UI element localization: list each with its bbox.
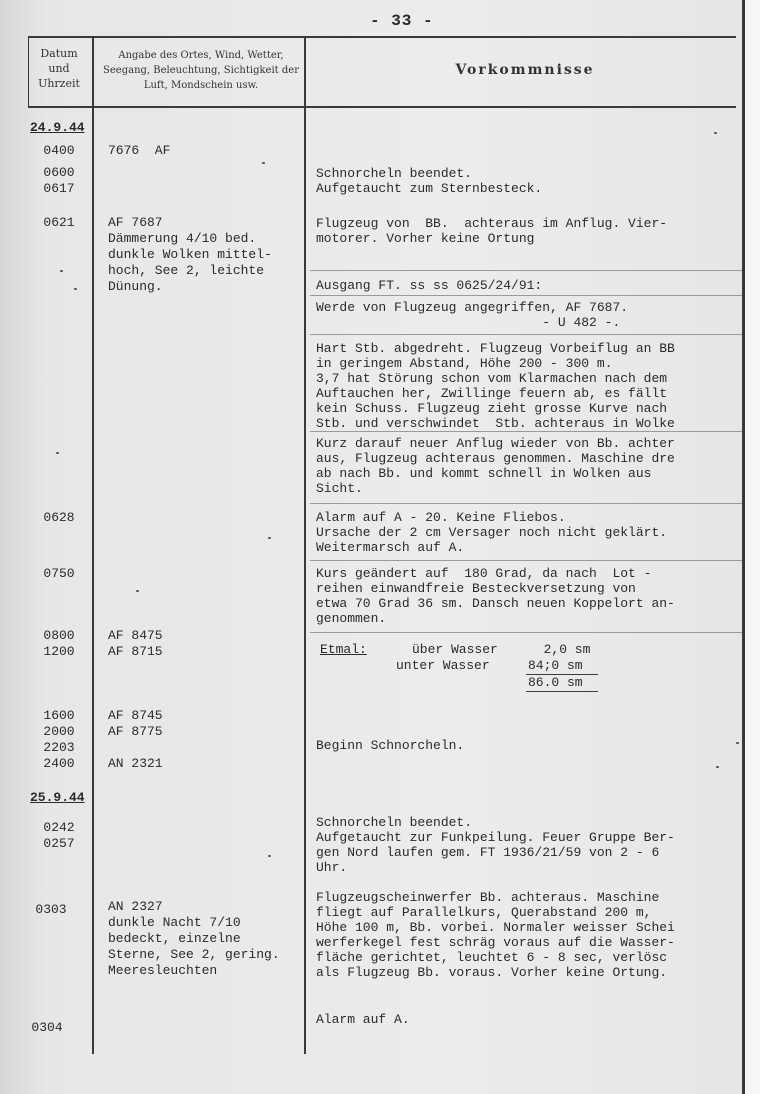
etmal-under-water-label: unter Wasser xyxy=(396,658,490,673)
event-0242: Schnorcheln beendet. Aufgetaucht zur Funkpeilung. Feuer Gruppe Ber- gen Nord laufen gem. FT 1936/21/59 von 2 - 6 Uhr. xyxy=(316,815,675,875)
event-0621: Flugzeug von BB. achteraus im Anflug. Vier- motorer. Vorher keine Ortung xyxy=(316,216,668,246)
scan-speck xyxy=(136,590,139,592)
scan-speck xyxy=(268,537,271,539)
time-0600: 0600 xyxy=(43,165,75,180)
date-24-9-44: 24.9.44 xyxy=(30,120,85,135)
header-angabe: Angabe des Ortes, Wind, Wetter, Seegang, Beleuchtung, Sichtigkeit der Luft, Mondschein usw. xyxy=(103,50,299,91)
event-hart-stb: Hart Stb. abgedreht. Flugzeug Vorbeiflug an BB in geringem Abstand, Höhe 200 - 300 m. 3,7 hat Störung schon vom Klarmachen nach dem Auftauchen her, Zwillinge feuern ab, es fällt kein Schuss. Flugzeug zieht grosse Kurve nach Stb. und verschwindet Stb. achteraus in Wolke xyxy=(316,341,675,431)
scan-speck xyxy=(736,742,739,744)
event-0303: Flugzeugscheinwerfer Bb. achteraus. Maschine fliegt auf Parallelkurs, Querabstand 200 m, Höhe 100 m, Bb. vorbei. Normaler weisser Schei werferkegel fest schräg voraus auf die Wasser- fläche gerichtet, leuchtet 6 - 8 sec, verlösc als Flugzeug Bb. voraus. Vorher keine Ortung. xyxy=(316,890,675,980)
ft-body: Werde von Flugzeug angegriffen, AF 7687. - U 482 -. xyxy=(316,300,629,330)
time-2203: 2203 xyxy=(43,740,75,755)
etmal-under-water-value: 84;0 sm xyxy=(528,658,583,673)
event-0304: Alarm auf A. xyxy=(316,1012,410,1027)
time-0617: 0617 xyxy=(43,181,75,196)
entry-separator xyxy=(310,431,742,432)
etmal-over-water-label: über Wasser xyxy=(412,642,498,657)
position-weather-0621: AF 7687 Dämmerung 4/10 bed. dunkle Wolken mittel- hoch, See 2, leichte Dünung. xyxy=(108,215,272,294)
time-0750: 0750 xyxy=(43,566,75,581)
position-0800: AF 8475 xyxy=(108,628,163,643)
time-1200: 1200 xyxy=(43,644,75,659)
position-2000: AF 8775 xyxy=(108,724,163,739)
scan-speck xyxy=(714,132,717,134)
time-0304: 0304 xyxy=(31,1020,63,1035)
event-0600: Schnorcheln beendet. Aufgetaucht zum Sternbesteck. xyxy=(316,166,543,196)
date-25-9-44: 25.9.44 xyxy=(30,790,85,805)
event-kurz-darauf: Kurz darauf neuer Anflug wieder von Bb. achter aus, Flugzeug achteraus genommen. Maschine dre ab nach Bb. und kommt schnell in Wolken aus Sicht. xyxy=(316,436,675,496)
scan-speck xyxy=(262,162,265,164)
time-0400: 0400 xyxy=(43,143,75,158)
entry-separator xyxy=(310,295,742,296)
time-0303: 0303 xyxy=(35,902,67,917)
time-0621: 0621 xyxy=(43,215,75,230)
etmal-label: Etmal: xyxy=(320,642,367,657)
time-0628: 0628 xyxy=(43,510,75,525)
column-divider-right xyxy=(304,36,306,1054)
entry-separator xyxy=(310,632,742,633)
scan-speck xyxy=(268,855,271,857)
entry-separator xyxy=(310,334,742,335)
time-0800: 0800 xyxy=(43,628,75,643)
scan-speck xyxy=(56,452,59,454)
position-1200: AF 8715 xyxy=(108,644,163,659)
etmal-over-water-value: 2,0 sm xyxy=(528,642,591,657)
entry-separator xyxy=(310,503,742,504)
header-bottom-rule xyxy=(28,106,736,108)
time-1600: 1600 xyxy=(43,708,75,723)
ft-header: Ausgang FT. ss ss 0625/24/91: xyxy=(316,278,543,293)
entry-separator xyxy=(310,270,742,271)
time-2000: 2000 xyxy=(43,724,75,739)
position-1600: AF 8745 xyxy=(108,708,163,723)
etmal-total-underline xyxy=(526,691,598,692)
time-0242: 0242 xyxy=(43,820,75,835)
entry-separator xyxy=(310,560,742,561)
time-0257: 0257 xyxy=(43,836,75,851)
event-0750: Kurs geändert auf 180 Grad, da nach Lot - reihen einwandfreie Besteckversetzung von etwa 70 Grad 36 sm. Dansch neuen Koppelort an- genommen. xyxy=(316,566,675,626)
scan-speck xyxy=(74,288,77,290)
position-0400: 7676 AF xyxy=(108,143,171,158)
scan-speck xyxy=(60,270,63,272)
table-top-rule xyxy=(28,36,736,38)
event-0628: Alarm auf A - 20. Keine Fliebos. Ursache der 2 cm Versager noch nicht geklärt. Weitermarsch auf A. xyxy=(316,510,668,555)
etmal-total-value: 86.0 sm xyxy=(528,675,583,690)
time-2400: 2400 xyxy=(43,756,75,771)
scan-speck xyxy=(716,766,719,768)
header-vorkommnisse: Vorkommnisse xyxy=(455,62,595,78)
position-2400: AN 2321 xyxy=(108,756,163,771)
position-weather-0303: AN 2327 dunkle Nacht 7/10 bedeckt, einzelne Sterne, See 2, gering. Meeresleuchten xyxy=(108,899,280,978)
event-2203: Beginn Schnorcheln. xyxy=(316,738,465,753)
page-number: - 33 - xyxy=(370,12,434,30)
header-datum: Datum und Uhrzeit xyxy=(38,47,80,90)
